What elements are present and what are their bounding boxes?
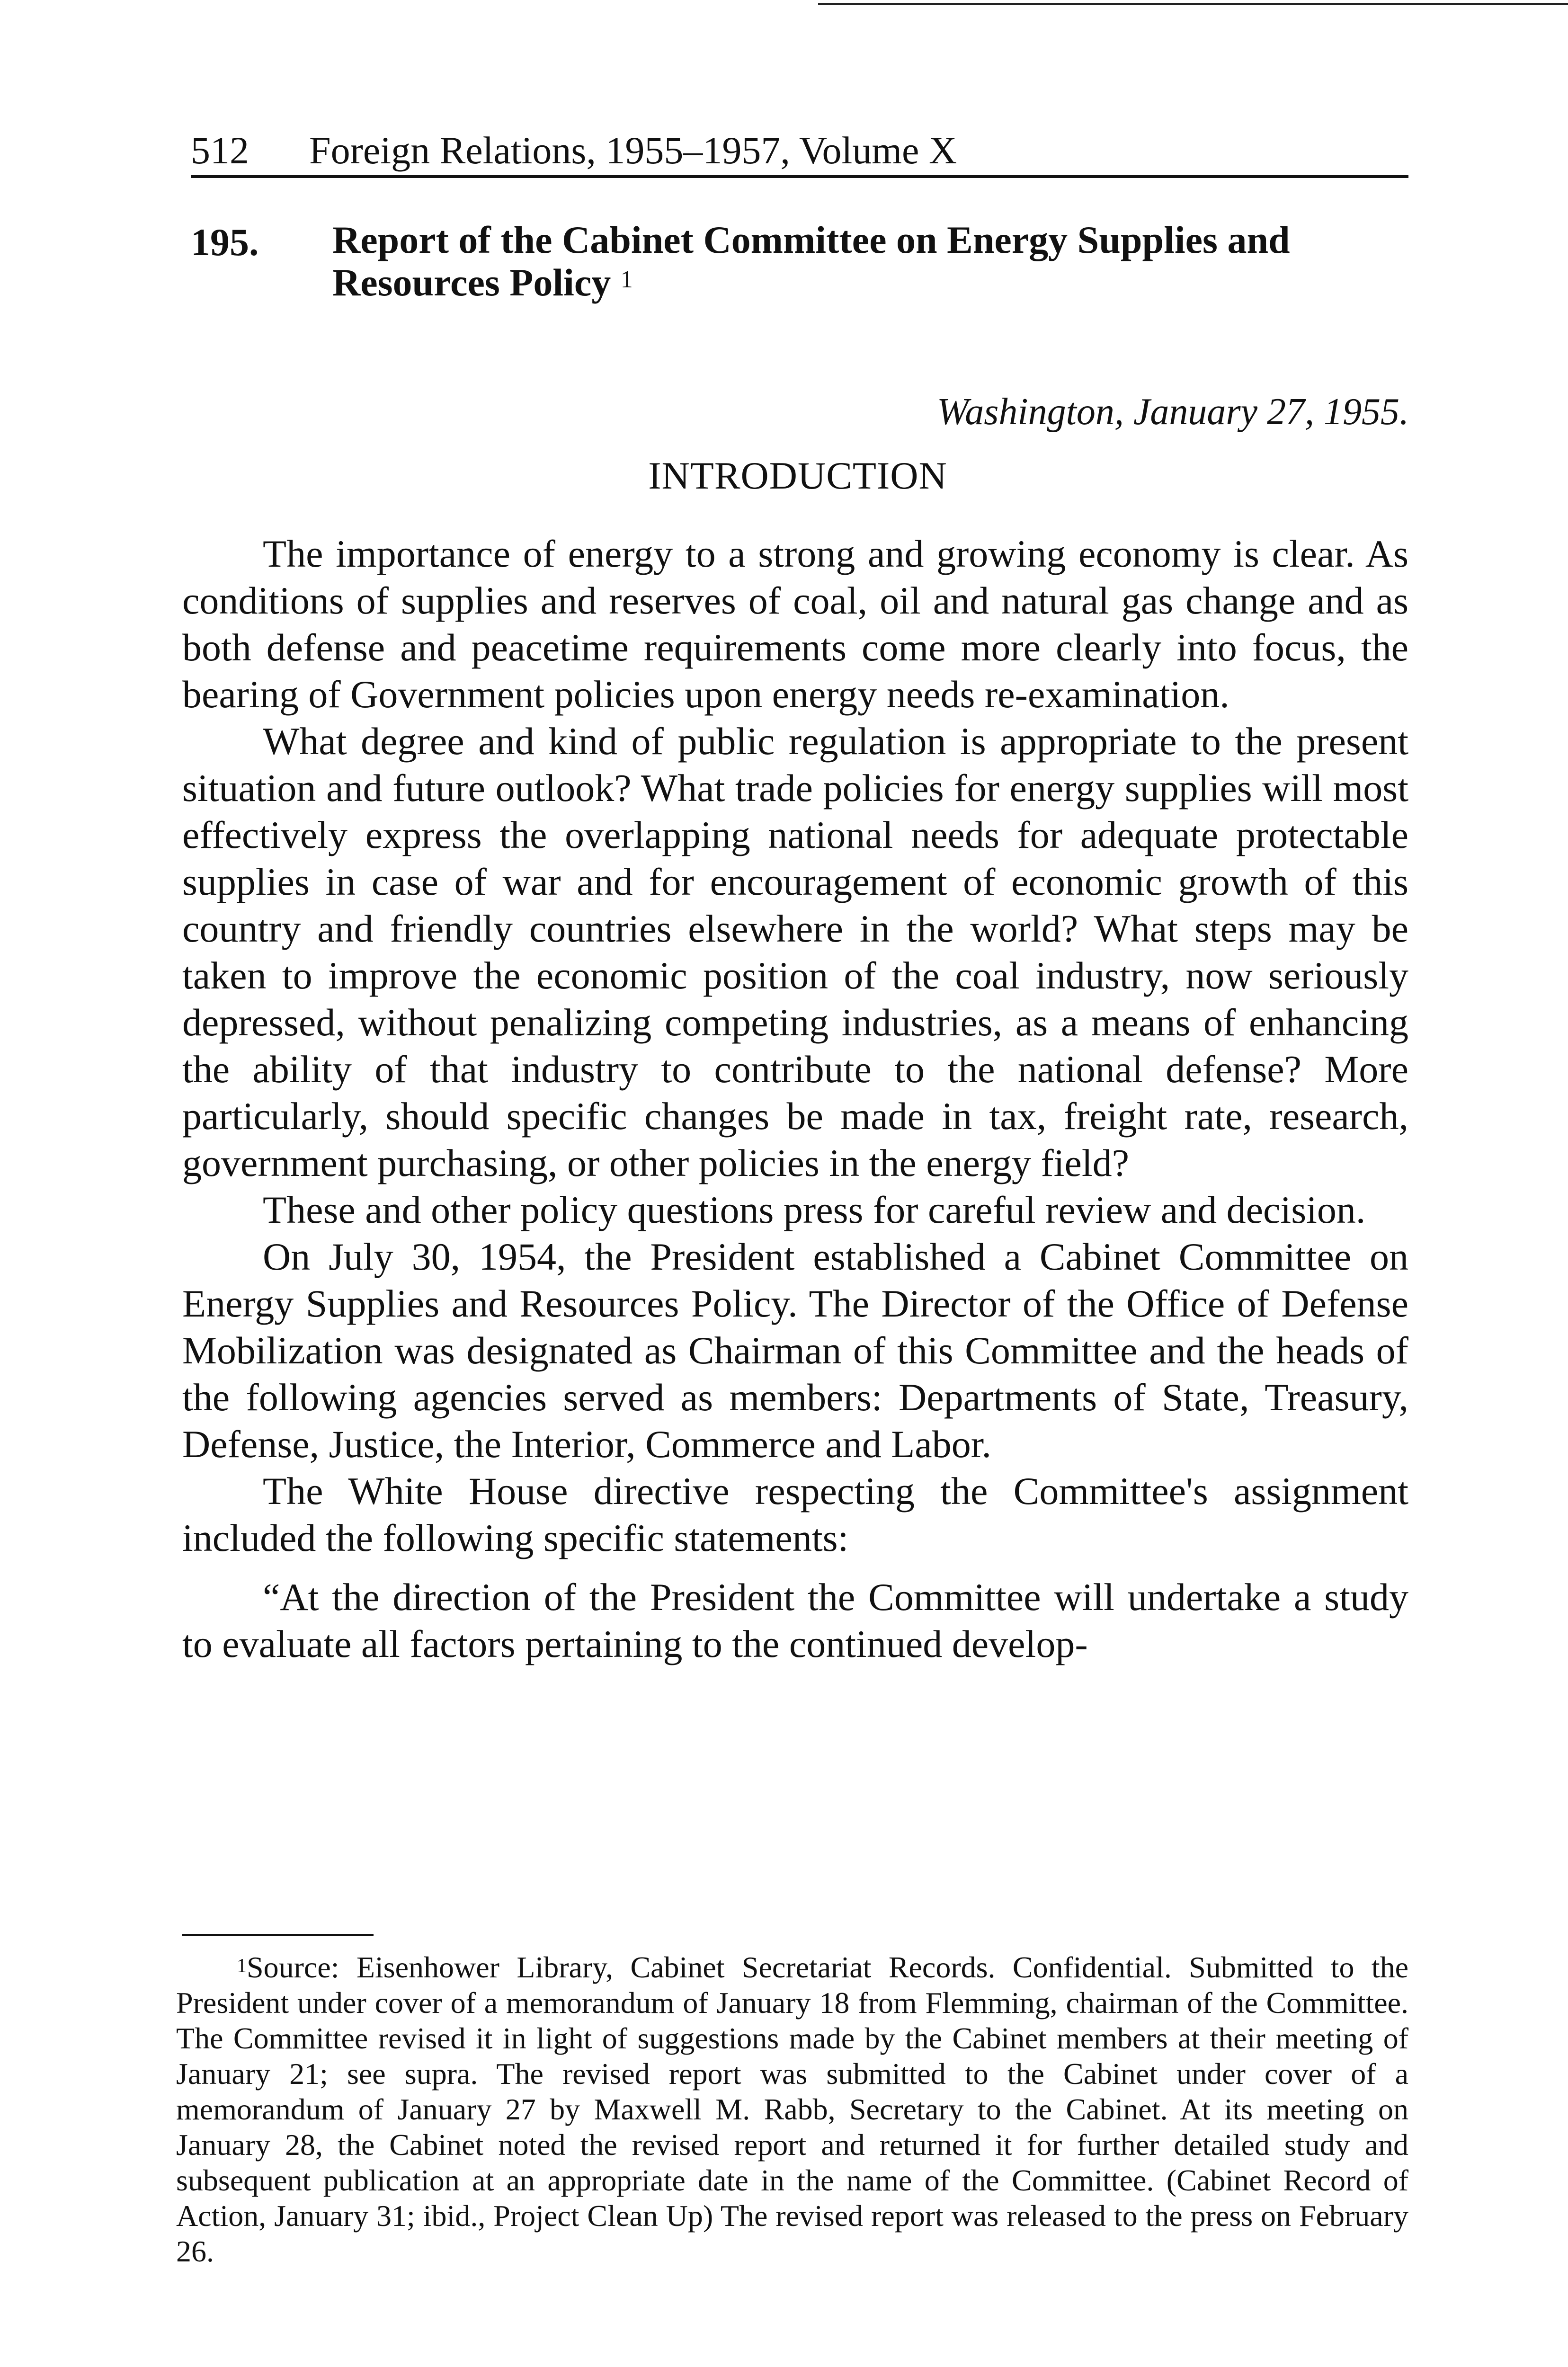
running-head <box>191 127 1408 174</box>
body-paragraph: On July 30, 1954, the President established a Cabinet Committee on Energy Supplies and Resources Policy. The Director of the Office of Defense Mobilization was designated as Chairman of this Committee and the heads of the following agencies served as members: Departments of State, Treasury, Defense, Justice, the Interior, Commerce and Labor. <box>182 1235 1408 1466</box>
body-text <box>182 530 1408 1667</box>
body-paragraph-quote: “At the direction of the President the Committee will undertake a study to evaluate all factors pertaining to the continued develop- <box>182 1575 1408 1665</box>
footnote-rule <box>182 1934 374 1936</box>
document-number: 195. <box>191 221 259 264</box>
title-footnote-marker: 1 <box>620 266 633 293</box>
footnote-marker: 1 <box>237 1955 247 1977</box>
footnote-text: Source: Eisenhower Library, Cabinet Secretariat Records. Confidential. Submitted to the President under cover of a memorandum of January 18 from Flemming, chairman of the Committee. The Committee revised it in light of suggestions made by the Cabinet members at their meeting of January 21; see supra. The revised report was submitted to the Cabinet under cover of a memorandum of January 27 by Maxwell M. Rabb, Secretary to the Cabinet. At its meeting on January 28, the Cabinet noted the revised report and returned it for further detailed study and subsequent publication at an appropriate date in the name of the Committee. (Cabinet Record of Action, January 31; ibid., Project Clean Up) The revised report was released to the press on February 26. <box>176 1950 1408 2268</box>
dateline: Washington, January 27, 1955. <box>936 391 1409 433</box>
body-paragraph: The importance of energy to a strong and growing economy is clear. As conditions of supplies and reserves of coal, oil and natural gas change and as both defense and peacetime requirements come more clearly into focus, the bearing of Government policies upon energy needs re-examination. <box>182 532 1408 716</box>
page-number: 512 <box>191 129 249 172</box>
document-title-text: Report of the Cabinet Committee on Energy Supplies and Resources Policy <box>332 218 1290 304</box>
document-title <box>332 219 1412 304</box>
body-paragraph: The White House directive respecting the Committee's assignment included the following specific statements: <box>182 1469 1408 1559</box>
body-paragraph: These and other policy questions press for careful review and decision. <box>263 1188 1366 1231</box>
body-paragraph: What degree and kind of public regulation is appropriate to the present situation and future outlook? What trade policies for energy supplies will most effectively express the overlapping national needs for adequate protectable supplies in case of war and for encouragement of economic growth of this country and friendly countries elsewhere in the world? What steps may be taken to improve the economic position of the coal industry, now seriously depressed, without penalizing competing industries, as a means of enhancing the ability of that industry to contribute to the national defense? More particularly, should specific changes be made in tax, freight rate, research, government purchasing, or other policies in the energy field? <box>182 720 1408 1184</box>
publication-title: Foreign Relations, 1955–1957, Volume X <box>309 129 957 172</box>
footnote <box>176 1949 1408 2269</box>
page-edge-line <box>818 3 1568 5</box>
running-head-rule <box>191 175 1408 178</box>
section-heading: INTRODUCTION <box>648 454 947 497</box>
